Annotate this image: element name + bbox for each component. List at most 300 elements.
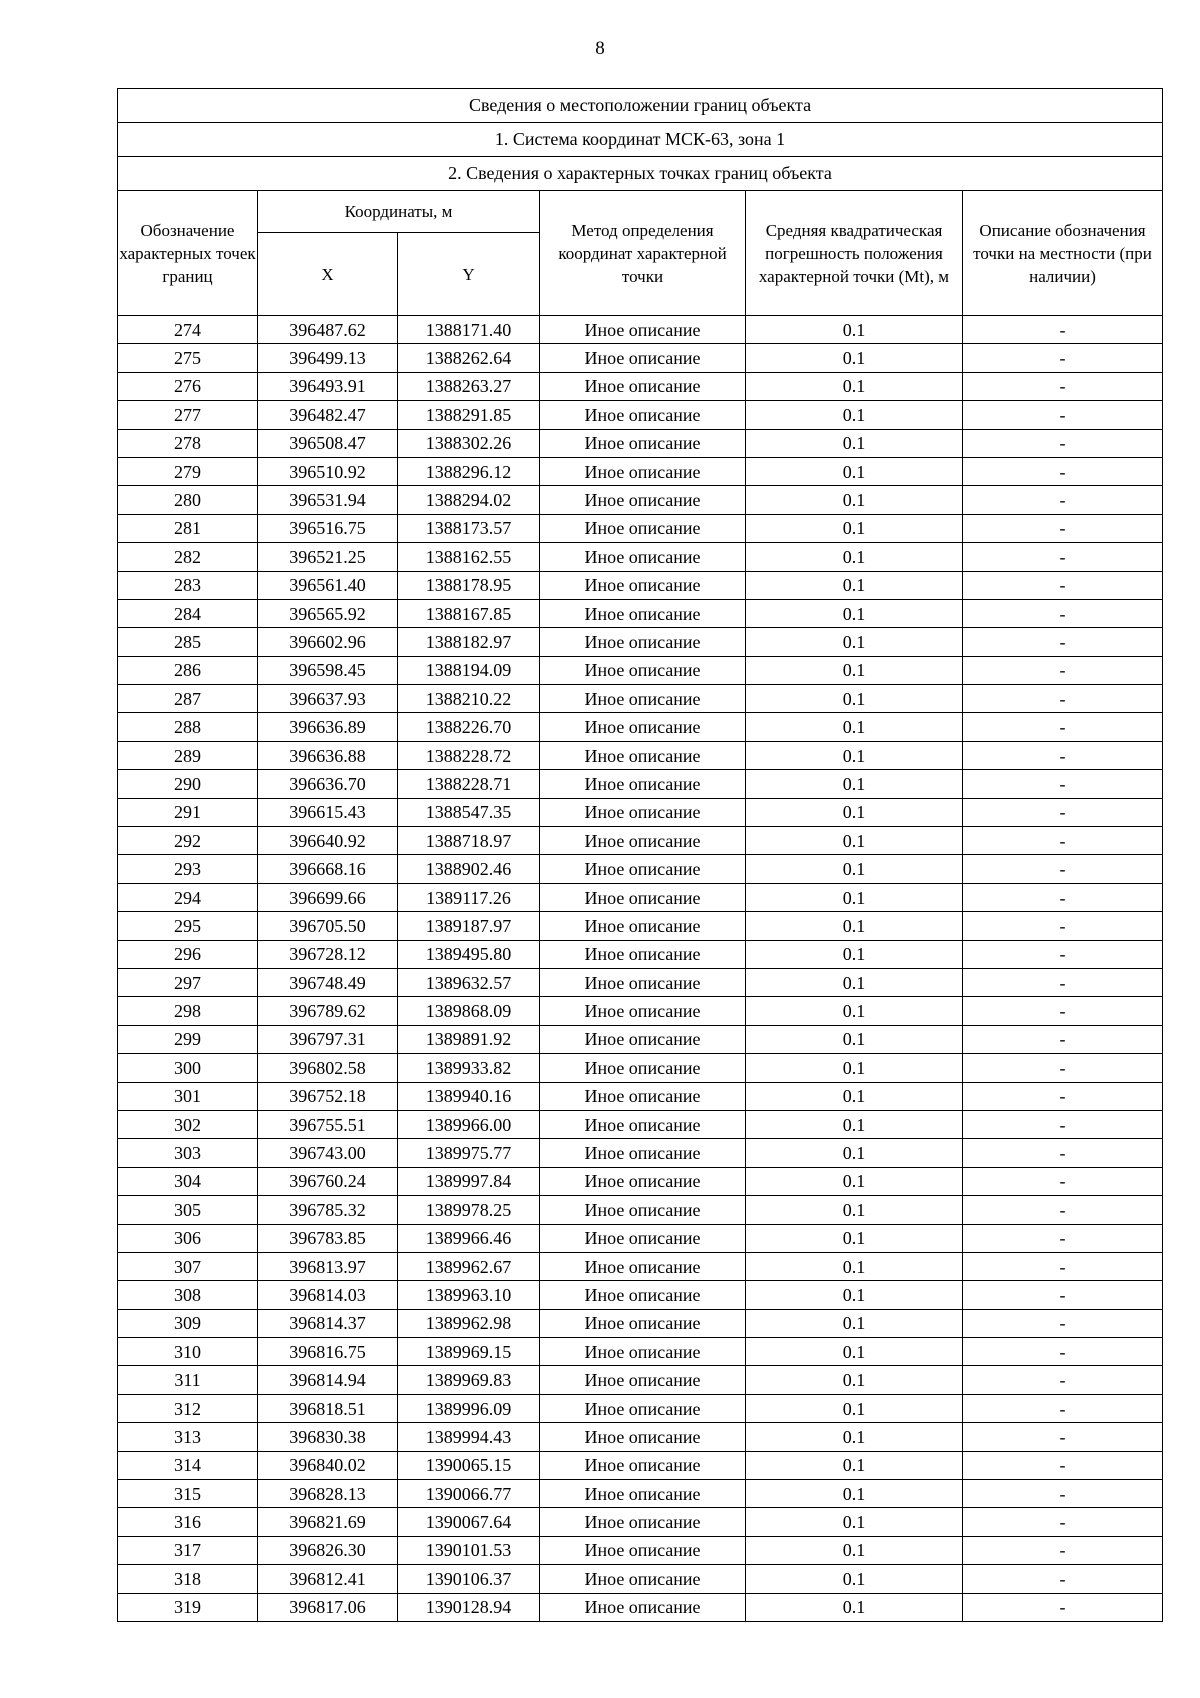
cell-method: Иное описание bbox=[540, 968, 746, 996]
cell-error: 0.1 bbox=[746, 1309, 963, 1337]
table-row bbox=[118, 798, 1163, 826]
table-row bbox=[118, 543, 1163, 571]
cell-description: - bbox=[963, 1025, 1163, 1053]
cell-error: 0.1 bbox=[746, 968, 963, 996]
cell-x: 396821.69 bbox=[258, 1508, 398, 1536]
cell-x: 396561.40 bbox=[258, 571, 398, 599]
cell-method: Иное описание bbox=[540, 827, 746, 855]
cell-error: 0.1 bbox=[746, 599, 963, 627]
cell-y: 1390128.94 bbox=[398, 1593, 540, 1621]
cell-y: 1389495.80 bbox=[398, 940, 540, 968]
cell-method: Иное описание bbox=[540, 1054, 746, 1082]
cell-point-id: 293 bbox=[118, 855, 258, 883]
table-row bbox=[118, 401, 1163, 429]
cell-description: - bbox=[963, 1139, 1163, 1167]
cell-description: - bbox=[963, 855, 1163, 883]
cell-x: 396521.25 bbox=[258, 543, 398, 571]
cell-x: 396828.13 bbox=[258, 1480, 398, 1508]
cell-method: Иное описание bbox=[540, 457, 746, 485]
cell-point-id: 308 bbox=[118, 1281, 258, 1309]
cell-method: Иное описание bbox=[540, 1593, 746, 1621]
cell-x: 396814.37 bbox=[258, 1309, 398, 1337]
cell-x: 396565.92 bbox=[258, 599, 398, 627]
cell-error: 0.1 bbox=[746, 1196, 963, 1224]
table-row bbox=[118, 571, 1163, 599]
table-row bbox=[118, 770, 1163, 798]
cell-y: 1388210.22 bbox=[398, 685, 540, 713]
cell-x: 396728.12 bbox=[258, 940, 398, 968]
cell-x: 396705.50 bbox=[258, 912, 398, 940]
header-x: X bbox=[258, 233, 398, 316]
cell-error: 0.1 bbox=[746, 1025, 963, 1053]
cell-error: 0.1 bbox=[746, 372, 963, 400]
cell-y: 1390066.77 bbox=[398, 1480, 540, 1508]
cell-point-id: 297 bbox=[118, 968, 258, 996]
table-row bbox=[118, 968, 1163, 996]
header-description: Описание обозначения точки на местности (при наличии) bbox=[963, 191, 1163, 316]
table-row bbox=[118, 1338, 1163, 1366]
cell-point-id: 287 bbox=[118, 685, 258, 713]
cell-description: - bbox=[963, 1565, 1163, 1593]
cell-y: 1389975.77 bbox=[398, 1139, 540, 1167]
cell-description: - bbox=[963, 968, 1163, 996]
cell-error: 0.1 bbox=[746, 628, 963, 656]
cell-method: Иное описание bbox=[540, 1139, 746, 1167]
table-row bbox=[118, 883, 1163, 911]
header-method: Метод определения координат характерной точки bbox=[540, 191, 746, 316]
cell-x: 396785.32 bbox=[258, 1196, 398, 1224]
cell-x: 396499.13 bbox=[258, 344, 398, 372]
cell-method: Иное описание bbox=[540, 429, 746, 457]
cell-error: 0.1 bbox=[746, 656, 963, 684]
cell-x: 396783.85 bbox=[258, 1224, 398, 1252]
page-number: 8 bbox=[595, 38, 605, 59]
cell-y: 1389187.97 bbox=[398, 912, 540, 940]
cell-y: 1388194.09 bbox=[398, 656, 540, 684]
cell-x: 396826.30 bbox=[258, 1536, 398, 1564]
cell-x: 396812.41 bbox=[258, 1565, 398, 1593]
cell-description: - bbox=[963, 1366, 1163, 1394]
table-row bbox=[118, 1451, 1163, 1479]
cell-x: 396816.75 bbox=[258, 1338, 398, 1366]
cell-method: Иное описание bbox=[540, 770, 746, 798]
cell-description: - bbox=[963, 713, 1163, 741]
cell-method: Иное описание bbox=[540, 1110, 746, 1138]
cell-error: 0.1 bbox=[746, 316, 963, 344]
cell-description: - bbox=[963, 997, 1163, 1025]
cell-point-id: 303 bbox=[118, 1139, 258, 1167]
cell-description: - bbox=[963, 685, 1163, 713]
cell-error: 0.1 bbox=[746, 798, 963, 826]
table-row bbox=[118, 628, 1163, 656]
cell-point-id: 282 bbox=[118, 543, 258, 571]
cell-method: Иное описание bbox=[540, 1224, 746, 1252]
cell-method: Иное описание bbox=[540, 713, 746, 741]
cell-y: 1389966.00 bbox=[398, 1110, 540, 1138]
cell-x: 396797.31 bbox=[258, 1025, 398, 1053]
table-row bbox=[118, 1252, 1163, 1280]
cell-x: 396814.03 bbox=[258, 1281, 398, 1309]
cell-point-id: 309 bbox=[118, 1309, 258, 1337]
cell-x: 396598.45 bbox=[258, 656, 398, 684]
cell-point-id: 291 bbox=[118, 798, 258, 826]
header-y: Y bbox=[398, 233, 540, 316]
cell-point-id: 313 bbox=[118, 1423, 258, 1451]
cell-y: 1388296.12 bbox=[398, 457, 540, 485]
cell-method: Иное описание bbox=[540, 741, 746, 769]
cell-y: 1388263.27 bbox=[398, 372, 540, 400]
cell-point-id: 279 bbox=[118, 457, 258, 485]
cell-y: 1389933.82 bbox=[398, 1054, 540, 1082]
cell-point-id: 304 bbox=[118, 1167, 258, 1195]
cell-y: 1388302.26 bbox=[398, 429, 540, 457]
table-row bbox=[118, 1536, 1163, 1564]
cell-y: 1390106.37 bbox=[398, 1565, 540, 1593]
cell-description: - bbox=[963, 1593, 1163, 1621]
table-row bbox=[118, 1281, 1163, 1309]
cell-y: 1388167.85 bbox=[398, 599, 540, 627]
cell-error: 0.1 bbox=[746, 1565, 963, 1593]
cell-x: 396487.62 bbox=[258, 316, 398, 344]
cell-y: 1389868.09 bbox=[398, 997, 540, 1025]
table-row bbox=[118, 1309, 1163, 1337]
cell-error: 0.1 bbox=[746, 1281, 963, 1309]
cell-y: 1389963.10 bbox=[398, 1281, 540, 1309]
cell-y: 1388228.71 bbox=[398, 770, 540, 798]
cell-error: 0.1 bbox=[746, 770, 963, 798]
table-row bbox=[118, 940, 1163, 968]
cell-y: 1388547.35 bbox=[398, 798, 540, 826]
table-row bbox=[118, 1423, 1163, 1451]
cell-point-id: 275 bbox=[118, 344, 258, 372]
cell-y: 1389966.46 bbox=[398, 1224, 540, 1252]
cell-point-id: 315 bbox=[118, 1480, 258, 1508]
section-row bbox=[118, 157, 1163, 191]
cell-error: 0.1 bbox=[746, 1508, 963, 1536]
table-row bbox=[118, 912, 1163, 940]
cell-description: - bbox=[963, 912, 1163, 940]
cell-description: - bbox=[963, 1196, 1163, 1224]
section-title: 2. Сведения о характерных точках границ объекта bbox=[118, 157, 1163, 191]
cell-point-id: 290 bbox=[118, 770, 258, 798]
cell-description: - bbox=[963, 344, 1163, 372]
cell-point-id: 298 bbox=[118, 997, 258, 1025]
table-row bbox=[118, 429, 1163, 457]
cell-y: 1390065.15 bbox=[398, 1451, 540, 1479]
cell-error: 0.1 bbox=[746, 1110, 963, 1138]
cell-point-id: 299 bbox=[118, 1025, 258, 1053]
table-row bbox=[118, 1025, 1163, 1053]
table-row bbox=[118, 1082, 1163, 1110]
cell-error: 0.1 bbox=[746, 741, 963, 769]
cell-method: Иное описание bbox=[540, 1565, 746, 1593]
cell-point-id: 277 bbox=[118, 401, 258, 429]
cell-method: Иное описание bbox=[540, 1451, 746, 1479]
cell-y: 1388291.85 bbox=[398, 401, 540, 429]
cell-method: Иное описание bbox=[540, 685, 746, 713]
cell-error: 0.1 bbox=[746, 685, 963, 713]
cell-method: Иное описание bbox=[540, 372, 746, 400]
cell-method: Иное описание bbox=[540, 912, 746, 940]
cell-method: Иное описание bbox=[540, 1082, 746, 1110]
cell-y: 1388228.72 bbox=[398, 741, 540, 769]
cell-description: - bbox=[963, 1252, 1163, 1280]
cell-x: 396755.51 bbox=[258, 1110, 398, 1138]
cell-point-id: 296 bbox=[118, 940, 258, 968]
cell-x: 396817.06 bbox=[258, 1593, 398, 1621]
cell-point-id: 307 bbox=[118, 1252, 258, 1280]
cell-y: 1388173.57 bbox=[398, 514, 540, 542]
table-row bbox=[118, 1508, 1163, 1536]
table-row bbox=[118, 855, 1163, 883]
table-row bbox=[118, 1196, 1163, 1224]
cell-method: Иное описание bbox=[540, 1167, 746, 1195]
cell-error: 0.1 bbox=[746, 1224, 963, 1252]
cell-description: - bbox=[963, 1394, 1163, 1422]
table-row bbox=[118, 1593, 1163, 1621]
cell-point-id: 286 bbox=[118, 656, 258, 684]
cell-x: 396636.88 bbox=[258, 741, 398, 769]
cell-error: 0.1 bbox=[746, 1366, 963, 1394]
cell-method: Иное описание bbox=[540, 1480, 746, 1508]
cell-point-id: 285 bbox=[118, 628, 258, 656]
cell-description: - bbox=[963, 1110, 1163, 1138]
cell-y: 1389632.57 bbox=[398, 968, 540, 996]
table-row bbox=[118, 827, 1163, 855]
cell-point-id: 289 bbox=[118, 741, 258, 769]
cell-error: 0.1 bbox=[746, 827, 963, 855]
cell-description: - bbox=[963, 1508, 1163, 1536]
cell-description: - bbox=[963, 401, 1163, 429]
cell-point-id: 302 bbox=[118, 1110, 258, 1138]
cell-y: 1389891.92 bbox=[398, 1025, 540, 1053]
table-row bbox=[118, 1224, 1163, 1252]
cell-point-id: 306 bbox=[118, 1224, 258, 1252]
cell-method: Иное описание bbox=[540, 798, 746, 826]
cell-description: - bbox=[963, 316, 1163, 344]
cell-error: 0.1 bbox=[746, 344, 963, 372]
cell-error: 0.1 bbox=[746, 457, 963, 485]
cell-point-id: 301 bbox=[118, 1082, 258, 1110]
cell-y: 1388262.64 bbox=[398, 344, 540, 372]
cell-method: Иное описание bbox=[540, 1309, 746, 1337]
cell-y: 1389994.43 bbox=[398, 1423, 540, 1451]
cell-x: 396830.38 bbox=[258, 1423, 398, 1451]
table-row bbox=[118, 316, 1163, 344]
cell-y: 1389997.84 bbox=[398, 1167, 540, 1195]
header-designation: Обозначение характерных точек границ bbox=[118, 191, 258, 316]
cell-error: 0.1 bbox=[746, 1536, 963, 1564]
cell-method: Иное описание bbox=[540, 316, 746, 344]
cell-x: 396748.49 bbox=[258, 968, 398, 996]
cell-point-id: 312 bbox=[118, 1394, 258, 1422]
table-row bbox=[118, 741, 1163, 769]
cell-description: - bbox=[963, 571, 1163, 599]
cell-x: 396789.62 bbox=[258, 997, 398, 1025]
cell-x: 396482.47 bbox=[258, 401, 398, 429]
cell-method: Иное описание bbox=[540, 1338, 746, 1366]
cell-method: Иное описание bbox=[540, 571, 746, 599]
cell-point-id: 274 bbox=[118, 316, 258, 344]
cell-y: 1389962.67 bbox=[398, 1252, 540, 1280]
cell-method: Иное описание bbox=[540, 1508, 746, 1536]
header-row-1 bbox=[118, 191, 1163, 233]
cell-description: - bbox=[963, 827, 1163, 855]
cell-method: Иное описание bbox=[540, 1423, 746, 1451]
cell-description: - bbox=[963, 1451, 1163, 1479]
boundary-points-table bbox=[117, 88, 1163, 1622]
cell-error: 0.1 bbox=[746, 997, 963, 1025]
cell-x: 396743.00 bbox=[258, 1139, 398, 1167]
cell-x: 396510.92 bbox=[258, 457, 398, 485]
cell-point-id: 311 bbox=[118, 1366, 258, 1394]
cell-error: 0.1 bbox=[746, 912, 963, 940]
cell-x: 396636.89 bbox=[258, 713, 398, 741]
cell-x: 396640.92 bbox=[258, 827, 398, 855]
cell-x: 396814.94 bbox=[258, 1366, 398, 1394]
cell-point-id: 317 bbox=[118, 1536, 258, 1564]
cell-y: 1389117.26 bbox=[398, 883, 540, 911]
cell-description: - bbox=[963, 514, 1163, 542]
cell-point-id: 276 bbox=[118, 372, 258, 400]
cell-method: Иное описание bbox=[540, 486, 746, 514]
cell-error: 0.1 bbox=[746, 855, 963, 883]
cell-y: 1388182.97 bbox=[398, 628, 540, 656]
cell-description: - bbox=[963, 883, 1163, 911]
cell-method: Иное описание bbox=[540, 1025, 746, 1053]
cell-error: 0.1 bbox=[746, 1252, 963, 1280]
cell-error: 0.1 bbox=[746, 543, 963, 571]
cell-point-id: 295 bbox=[118, 912, 258, 940]
cell-method: Иное описание bbox=[540, 514, 746, 542]
cell-y: 1389969.15 bbox=[398, 1338, 540, 1366]
cell-method: Иное описание bbox=[540, 1281, 746, 1309]
cell-x: 396752.18 bbox=[258, 1082, 398, 1110]
cell-point-id: 310 bbox=[118, 1338, 258, 1366]
table-row bbox=[118, 1366, 1163, 1394]
header-error: Средняя квадратическая погрешность положения характерной точки (Mt), м bbox=[746, 191, 963, 316]
table-row bbox=[118, 685, 1163, 713]
system-row bbox=[118, 123, 1163, 157]
table-title: Сведения о местоположении границ объекта bbox=[118, 89, 1163, 123]
coordinate-system: 1. Система координат МСК-63, зона 1 bbox=[118, 123, 1163, 157]
cell-error: 0.1 bbox=[746, 713, 963, 741]
cell-description: - bbox=[963, 457, 1163, 485]
cell-description: - bbox=[963, 1480, 1163, 1508]
cell-description: - bbox=[963, 628, 1163, 656]
cell-method: Иное описание bbox=[540, 855, 746, 883]
cell-x: 396840.02 bbox=[258, 1451, 398, 1479]
cell-x: 396637.93 bbox=[258, 685, 398, 713]
header-coordinates: Координаты, м bbox=[258, 191, 540, 233]
cell-error: 0.1 bbox=[746, 1423, 963, 1451]
cell-point-id: 319 bbox=[118, 1593, 258, 1621]
cell-error: 0.1 bbox=[746, 1394, 963, 1422]
cell-description: - bbox=[963, 798, 1163, 826]
cell-error: 0.1 bbox=[746, 401, 963, 429]
cell-point-id: 284 bbox=[118, 599, 258, 627]
cell-point-id: 288 bbox=[118, 713, 258, 741]
cell-x: 396615.43 bbox=[258, 798, 398, 826]
cell-description: - bbox=[963, 940, 1163, 968]
cell-x: 396531.94 bbox=[258, 486, 398, 514]
cell-point-id: 300 bbox=[118, 1054, 258, 1082]
cell-error: 0.1 bbox=[746, 1054, 963, 1082]
cell-y: 1390067.64 bbox=[398, 1508, 540, 1536]
cell-point-id: 292 bbox=[118, 827, 258, 855]
cell-description: - bbox=[963, 486, 1163, 514]
cell-description: - bbox=[963, 372, 1163, 400]
cell-x: 396508.47 bbox=[258, 429, 398, 457]
cell-x: 396602.96 bbox=[258, 628, 398, 656]
cell-error: 0.1 bbox=[746, 1480, 963, 1508]
cell-point-id: 283 bbox=[118, 571, 258, 599]
table-row bbox=[118, 344, 1163, 372]
cell-point-id: 281 bbox=[118, 514, 258, 542]
title-row bbox=[118, 89, 1163, 123]
cell-description: - bbox=[963, 1281, 1163, 1309]
table-row bbox=[118, 514, 1163, 542]
cell-y: 1388178.95 bbox=[398, 571, 540, 599]
cell-point-id: 314 bbox=[118, 1451, 258, 1479]
cell-x: 396516.75 bbox=[258, 514, 398, 542]
table-row bbox=[118, 486, 1163, 514]
cell-y: 1388718.97 bbox=[398, 827, 540, 855]
cell-y: 1388226.70 bbox=[398, 713, 540, 741]
cell-error: 0.1 bbox=[746, 1451, 963, 1479]
cell-y: 1388902.46 bbox=[398, 855, 540, 883]
cell-x: 396493.91 bbox=[258, 372, 398, 400]
cell-y: 1389978.25 bbox=[398, 1196, 540, 1224]
cell-description: - bbox=[963, 1224, 1163, 1252]
cell-method: Иное описание bbox=[540, 401, 746, 429]
cell-error: 0.1 bbox=[746, 429, 963, 457]
cell-method: Иное описание bbox=[540, 344, 746, 372]
cell-x: 396818.51 bbox=[258, 1394, 398, 1422]
cell-y: 1389940.16 bbox=[398, 1082, 540, 1110]
cell-method: Иное описание bbox=[540, 883, 746, 911]
cell-point-id: 280 bbox=[118, 486, 258, 514]
cell-description: - bbox=[963, 1309, 1163, 1337]
cell-error: 0.1 bbox=[746, 1593, 963, 1621]
table-row bbox=[118, 1565, 1163, 1593]
cell-description: - bbox=[963, 429, 1163, 457]
cell-method: Иное описание bbox=[540, 1536, 746, 1564]
cell-description: - bbox=[963, 1167, 1163, 1195]
cell-error: 0.1 bbox=[746, 1139, 963, 1167]
cell-y: 1389962.98 bbox=[398, 1309, 540, 1337]
cell-description: - bbox=[963, 1423, 1163, 1451]
cell-error: 0.1 bbox=[746, 883, 963, 911]
cell-error: 0.1 bbox=[746, 514, 963, 542]
cell-description: - bbox=[963, 770, 1163, 798]
cell-y: 1388294.02 bbox=[398, 486, 540, 514]
table-row bbox=[118, 656, 1163, 684]
cell-description: - bbox=[963, 599, 1163, 627]
cell-method: Иное описание bbox=[540, 599, 746, 627]
cell-description: - bbox=[963, 741, 1163, 769]
table-row bbox=[118, 1054, 1163, 1082]
cell-point-id: 305 bbox=[118, 1196, 258, 1224]
table-row bbox=[118, 1139, 1163, 1167]
cell-point-id: 316 bbox=[118, 1508, 258, 1536]
cell-description: - bbox=[963, 1054, 1163, 1082]
cell-method: Иное описание bbox=[540, 656, 746, 684]
cell-x: 396813.97 bbox=[258, 1252, 398, 1280]
cell-description: - bbox=[963, 656, 1163, 684]
cell-point-id: 278 bbox=[118, 429, 258, 457]
cell-y: 1390101.53 bbox=[398, 1536, 540, 1564]
